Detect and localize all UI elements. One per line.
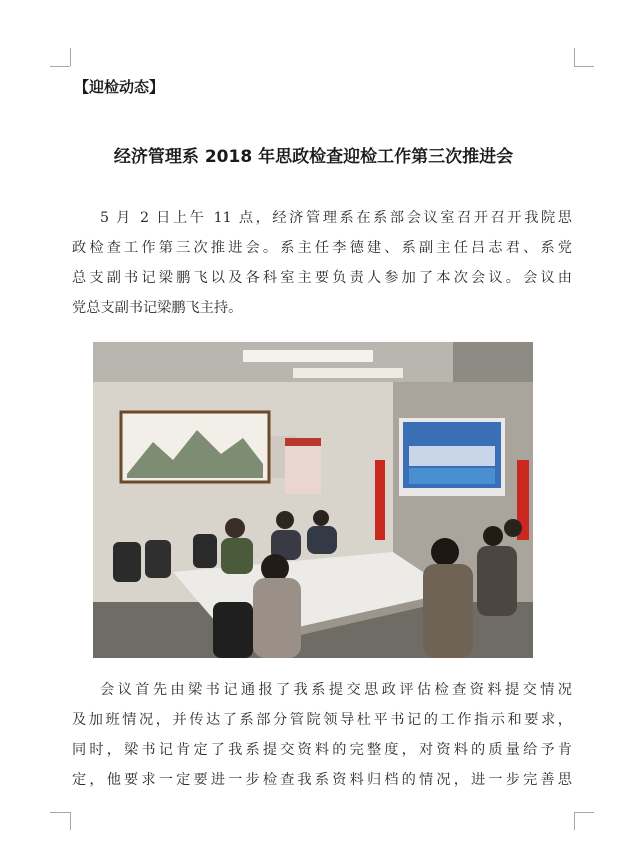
crop-mark-top-right-v xyxy=(574,48,575,66)
paragraph-line: 及加班情况，并传达了系部分管院领导杜平书记的工作指示和要求， xyxy=(72,712,572,728)
crop-mark-bottom-right-v xyxy=(574,812,575,830)
crop-mark-bottom-right-h xyxy=(574,812,594,813)
crop-mark-top-left-h xyxy=(50,66,70,67)
paragraph-line: 会议首先由梁书记通报了我系提交思政评估检查资料提交情况 xyxy=(100,682,572,698)
paragraph-line: 5 月 2 日上午 11 点，经济管理系在系部会议室召开召开我院思 xyxy=(100,210,572,226)
crop-mark-bottom-left-v xyxy=(70,812,71,830)
section-tag: 【迎检动态】 xyxy=(74,78,165,96)
paragraph-line: 总支副书记梁鹏飞以及各科室主要负责人参加了本次会议。会议由 xyxy=(72,270,572,286)
meeting-room-photo xyxy=(93,342,533,658)
paragraph-line: 定，他要求一定要进一步检查我系资料归档的情况，进一步完善思 xyxy=(72,772,572,788)
paragraph-line: 同时，梁书记肯定了我系提交资料的完整度，对资料的质量给予肯 xyxy=(72,742,572,758)
crop-mark-top-left-v xyxy=(70,48,71,66)
paragraph-body xyxy=(72,675,572,795)
crop-mark-top-right-h xyxy=(574,66,594,67)
paragraph-line: 政检查工作第三次推进会。系主任李德建、系副主任吕志君、系党 xyxy=(72,240,572,256)
crop-mark-bottom-left-h xyxy=(50,812,70,813)
paragraph-line: 党总支副书记梁鹏飞主持。 xyxy=(72,300,243,316)
document-title: 经济管理系 2018 年思政检查迎检工作第三次推进会 xyxy=(113,147,514,167)
paragraph-intro xyxy=(72,203,572,323)
